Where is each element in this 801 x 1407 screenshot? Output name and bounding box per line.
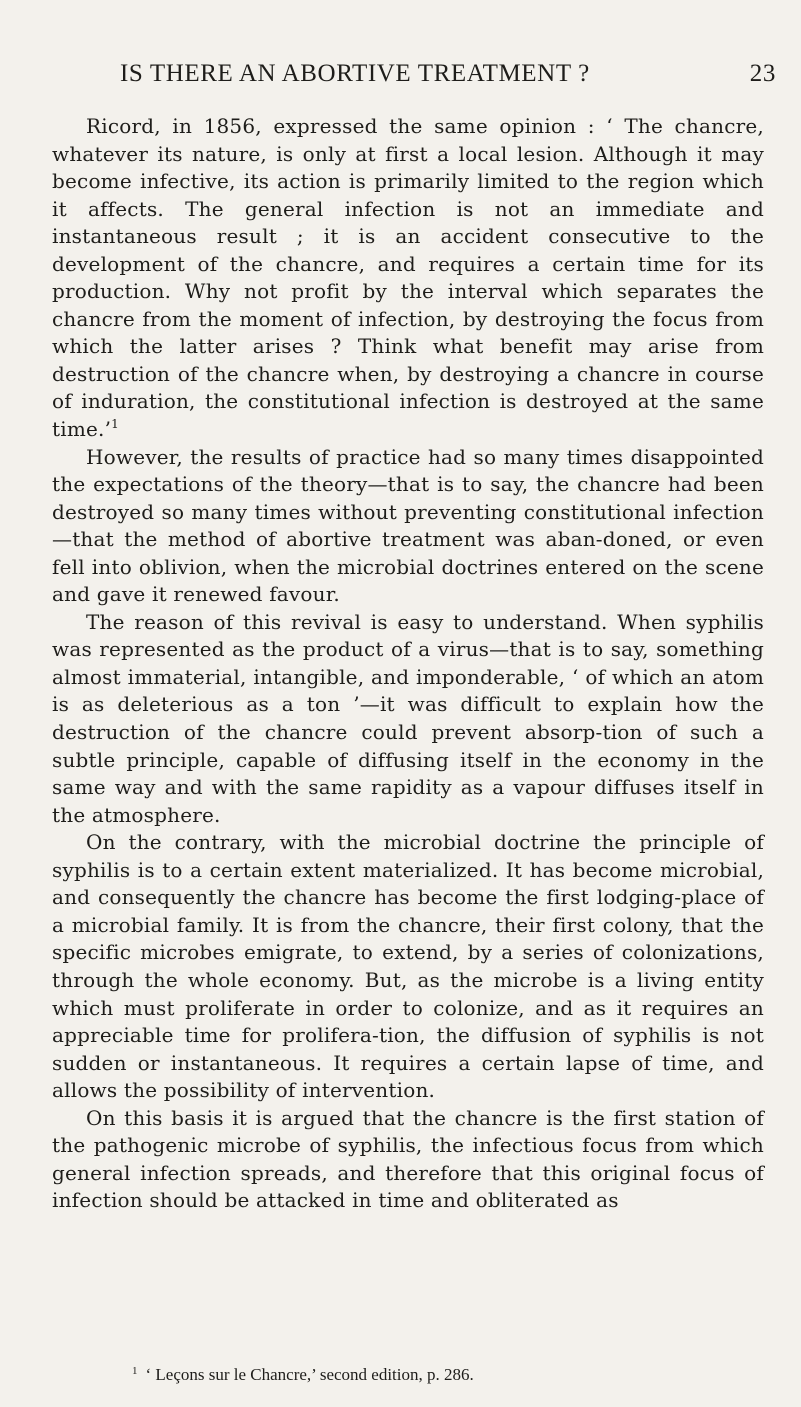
paragraph-text: The reason of this revival is easy to understand. When syphilis was represented as the product of a virus—that is to say, something almost immaterial, intangible, and imponderable, ‘ of which an atom is as deleterious as a ton ’—it was difficult to explain how the destruction of the chancre could prevent absorp-tion of such a subtle principle, capable of diffusing itself in the economy in the same way and with the same rapidity as a vapour diffuses itself in the atmosphere. xyxy=(52,609,764,827)
paragraph-text: Ricord, in 1856, expressed the same opinion : ‘ The chancre, whatever its nature, is only at first a local lesion. Although it may become infective, its action is primarily limited to the region which it affects. The general infection is not an immediate and instantaneous result ; it is an accident consecutive to the development of the chancre, and requires a certain time for its production. Why not profit by the interval which separates the chancre from the moment of infection, by destroying the focus from which the latter arises ? Think what benefit may arise from destruction of the chancre when, by destroying a chancre in course of induration, the constitutional infection is destroyed at the same time.’ xyxy=(52,114,764,442)
paragraph-text: On the contrary, with the microbial doctrine the principle of syphilis is to a certain extent materialized. It has become microbial, and consequently the chancre has become the first lodging-place of a microbial family. It is from the chancre, their first colony, that the specific microbes emigrate, to extend, by a series of colonizations, through the whole economy. But, as the microbe is a living entity which must proliferate in order to colonize, and as it requires an appreciable time for prolifera-tion, the diffusion of syphilis is not sudden or instantaneous. It requires a certain lapse of time, and allows the possibility of intervention. xyxy=(52,830,764,1103)
footnote xyxy=(52,1360,764,1386)
running-title: IS THERE AN ABORTIVE TREATMENT ? xyxy=(120,60,590,87)
paragraph-microbial-doctrine xyxy=(52,829,764,1104)
paragraph-revival-reason xyxy=(52,609,764,829)
footnote-mark: 1 xyxy=(132,1365,138,1377)
running-head xyxy=(120,60,776,90)
paragraph-text: On this basis it is argued that the chancre is the first station of the pathogenic microbe of syphilis, the infectious focus from which general infection spreads, and therefore that this original focus of infection should be attacked in time and obliterated as xyxy=(52,1105,764,1213)
body-text xyxy=(52,113,764,1215)
paragraph-ricord-quote xyxy=(52,113,764,444)
paragraph-text: However, the results of practice had so many times disappointed the expectations of the theory—that is to say, the chancre had been destroyed so many times without preventing constitutional infection—that the method of abortive treatment was aban-doned, or even fell into oblivion, when the microbial doctrines entered on the scene and gave it renewed favour. xyxy=(52,444,764,607)
footnote-text: ‘ Leçons sur le Chancre,’ second edition, p. 286. xyxy=(145,1365,474,1384)
paragraph-first-station xyxy=(52,1105,764,1215)
page-number: 23 xyxy=(749,60,776,87)
footnote-reference: 1 xyxy=(111,417,119,432)
paragraph-disappointed-expectations xyxy=(52,444,764,609)
